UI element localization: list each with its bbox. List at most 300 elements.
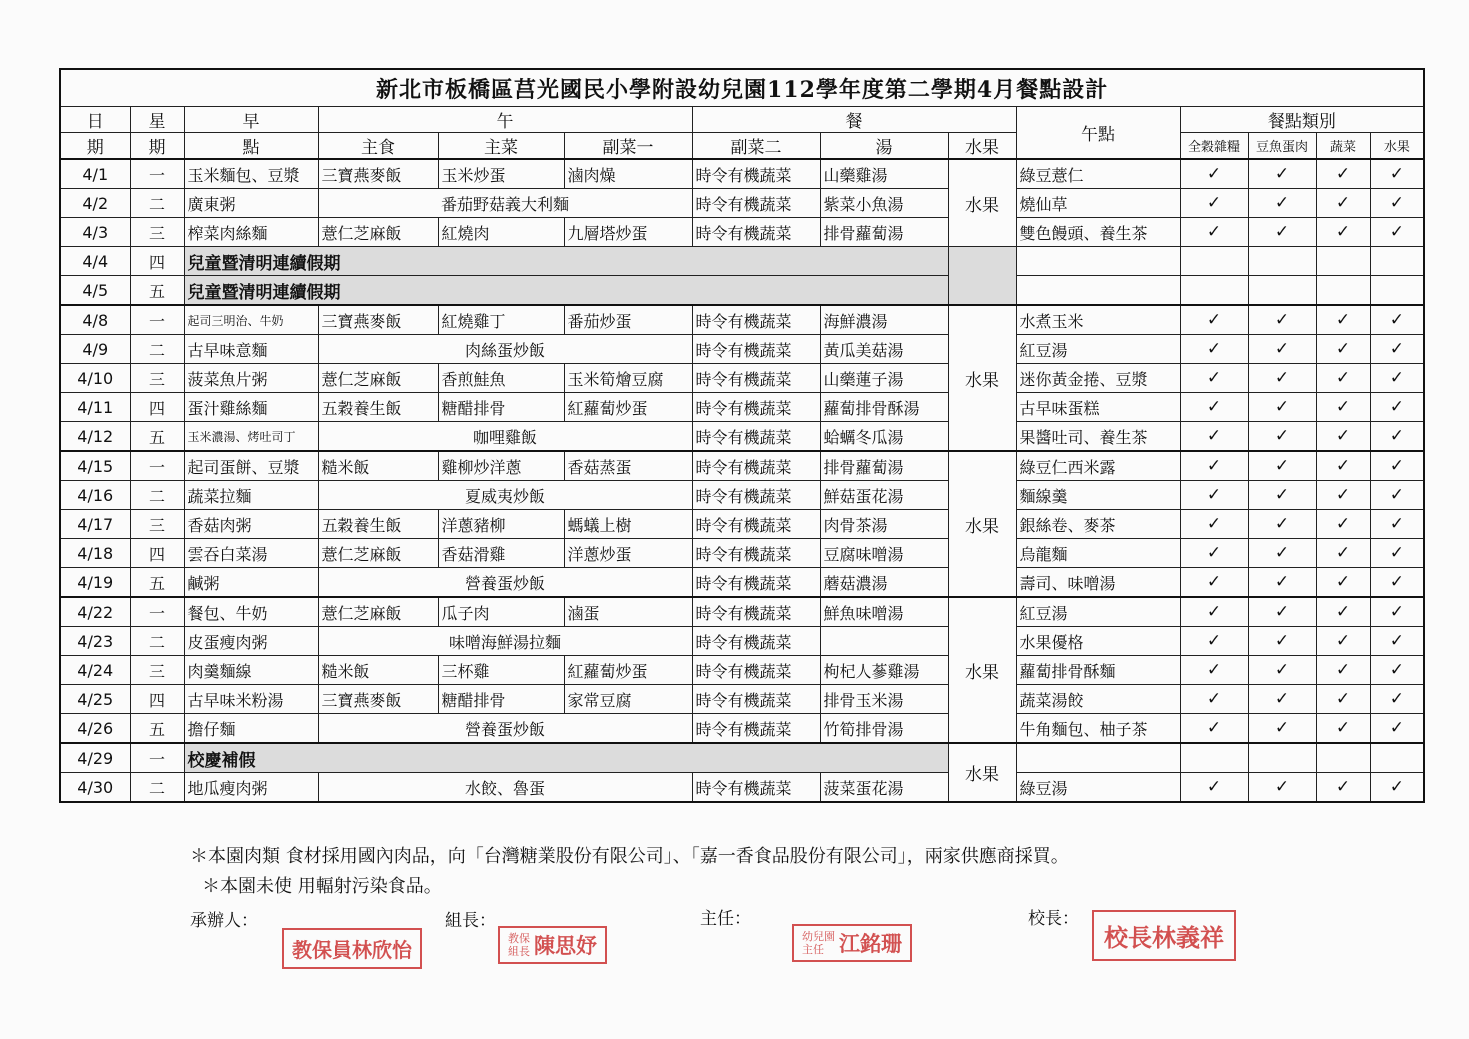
soup-cell: 蘿蔔排骨酥湯 (820, 393, 948, 422)
staple-cell: 三寶燕麥飯 (318, 685, 438, 714)
breakfast-cell: 地瓜瘦肉粥 (184, 773, 318, 803)
weekday-cell: 二 (130, 481, 184, 510)
category-check-icon: ✓ (1316, 305, 1370, 335)
weekday-cell: 二 (130, 773, 184, 803)
breakfast-cell: 起司三明治、牛奶 (184, 305, 318, 335)
lunch-merged-cell: 營養蛋炒飯 (318, 714, 692, 744)
director-stamp (792, 924, 912, 962)
snack-cell: 古早味蛋糕 (1016, 393, 1180, 422)
menu-table (59, 68, 1425, 803)
leader-stamp-title1: 教保 (508, 932, 530, 945)
breakfast-cell: 皮蛋瘦肉粥 (184, 627, 318, 656)
snack-cell: 牛角麵包、柚子茶 (1016, 714, 1180, 744)
category-cell-empty (1248, 247, 1316, 276)
category-check-icon: ✓ (1248, 481, 1316, 510)
date-cell: 4/10 (60, 364, 130, 393)
category-check-icon: ✓ (1248, 685, 1316, 714)
breakfast-cell: 起司蛋餅、豆漿 (184, 451, 318, 481)
weekday-cell: 四 (130, 685, 184, 714)
category-cell-empty (1370, 247, 1424, 276)
category-check-icon: ✓ (1180, 685, 1248, 714)
snack-cell: 綠豆薏仁 (1016, 159, 1180, 189)
soup-cell: 山藥蓮子湯 (820, 364, 948, 393)
header-fruit: 水果 (948, 133, 1016, 160)
weekday-cell: 二 (130, 335, 184, 364)
category-check-icon: ✓ (1180, 481, 1248, 510)
header-lunch-left: 午 (318, 107, 692, 133)
category-check-icon: ✓ (1370, 714, 1424, 744)
category-check-icon: ✓ (1370, 451, 1424, 481)
menu-row (60, 189, 1424, 218)
side1-cell: 洋蔥炒蛋 (564, 539, 692, 568)
main-dish-cell: 糖醋排骨 (438, 393, 564, 422)
category-check-icon: ✓ (1316, 422, 1370, 452)
snack-cell: 紅豆湯 (1016, 597, 1180, 627)
main-dish-cell: 洋蔥豬柳 (438, 510, 564, 539)
soup-cell: 排骨蘿蔔湯 (820, 451, 948, 481)
category-check-icon: ✓ (1248, 510, 1316, 539)
category-cell-empty (1370, 743, 1424, 773)
breakfast-cell: 玉米濃湯、烤吐司丁 (184, 422, 318, 452)
main-dish-cell: 糖醋排骨 (438, 685, 564, 714)
side2-cell: 時令有機蔬菜 (692, 656, 820, 685)
side2-cell: 時令有機蔬菜 (692, 510, 820, 539)
fruit-cell: 水果 (948, 305, 1016, 451)
snack-cell: 雙色饅頭、養生茶 (1016, 218, 1180, 247)
category-check-icon: ✓ (1180, 568, 1248, 598)
header-week-top: 星 (130, 107, 184, 133)
date-cell: 4/1 (60, 159, 130, 189)
category-check-icon: ✓ (1180, 305, 1248, 335)
category-check-icon: ✓ (1180, 335, 1248, 364)
category-check-icon: ✓ (1316, 656, 1370, 685)
weekday-cell: 四 (130, 539, 184, 568)
category-check-icon: ✓ (1248, 189, 1316, 218)
page-title: 新北市板橋區莒光國民小學附設幼兒園112學年度第二學期4月餐點設計 (60, 69, 1424, 107)
category-check-icon: ✓ (1370, 335, 1424, 364)
snack-cell: 蔬菜湯餃 (1016, 685, 1180, 714)
header-cat-fruit: 水果 (1370, 133, 1424, 160)
fruit-cell: 水果 (948, 597, 1016, 743)
category-check-icon: ✓ (1370, 597, 1424, 627)
date-cell: 4/18 (60, 539, 130, 568)
menu-row (60, 393, 1424, 422)
breakfast-cell: 菠菜魚片粥 (184, 364, 318, 393)
side2-cell: 時令有機蔬菜 (692, 568, 820, 598)
snack-cell: 迷你黃金捲、豆漿 (1016, 364, 1180, 393)
header-staple: 主食 (318, 133, 438, 160)
menu-row (60, 714, 1424, 744)
category-check-icon: ✓ (1316, 364, 1370, 393)
leader-stamp (498, 926, 607, 964)
category-check-icon: ✓ (1316, 539, 1370, 568)
category-check-icon: ✓ (1248, 627, 1316, 656)
side2-cell: 時令有機蔬菜 (692, 481, 820, 510)
header-side1: 副菜一 (564, 133, 692, 160)
menu-row (60, 743, 1424, 773)
snack-cell: 燒仙草 (1016, 189, 1180, 218)
lunch-merged-cell: 水餃、魯蛋 (318, 773, 692, 803)
note-radiation: ＊本園未使 用輻射污染食品。 (202, 876, 442, 897)
date-cell: 4/17 (60, 510, 130, 539)
side2-cell: 時令有機蔬菜 (692, 539, 820, 568)
side1-cell: 紅蘿蔔炒蛋 (564, 656, 692, 685)
header-week-bottom: 期 (130, 133, 184, 160)
category-cell-empty (1316, 743, 1370, 773)
category-check-icon: ✓ (1248, 656, 1316, 685)
header-main-dish: 主菜 (438, 133, 564, 160)
date-cell: 4/9 (60, 335, 130, 364)
main-dish-cell: 紅燒雞丁 (438, 305, 564, 335)
leader-stamp-name: 陳思妤 (534, 933, 597, 958)
date-cell: 4/16 (60, 481, 130, 510)
handler-stamp: 教保員林欣怡 (282, 928, 422, 969)
director-label: 主任： (700, 909, 751, 929)
holiday-cell: 兒童暨清明連續假期 (184, 247, 948, 276)
side1-cell: 紅蘿蔔炒蛋 (564, 393, 692, 422)
snack-cell: 綠豆湯 (1016, 773, 1180, 803)
side1-cell: 螞蟻上樹 (564, 510, 692, 539)
side2-cell: 時令有機蔬菜 (692, 305, 820, 335)
weekday-cell: 一 (130, 451, 184, 481)
category-check-icon: ✓ (1248, 539, 1316, 568)
category-check-icon: ✓ (1248, 773, 1316, 803)
menu-row (60, 481, 1424, 510)
weekday-cell: 三 (130, 218, 184, 247)
soup-cell: 鮮魚味噌湯 (820, 597, 948, 627)
side2-cell: 時令有機蔬菜 (692, 685, 820, 714)
lunch-merged-cell: 番茄野菇義大利麵 (318, 189, 692, 218)
weekday-cell: 五 (130, 422, 184, 452)
director-stamp-title2: 主任 (802, 943, 824, 956)
side1-cell: 香菇蒸蛋 (564, 451, 692, 481)
category-cell-empty (1180, 247, 1248, 276)
staple-cell: 薏仁芝麻飯 (318, 539, 438, 568)
principal-label: 校長： (1028, 909, 1079, 929)
category-check-icon: ✓ (1370, 539, 1424, 568)
principal-stamp: 校長林義祥 (1092, 910, 1236, 961)
breakfast-cell: 廣東粥 (184, 189, 318, 218)
category-check-icon: ✓ (1180, 656, 1248, 685)
header-breakfast-top: 早 (184, 107, 318, 133)
date-cell: 4/22 (60, 597, 130, 627)
weekday-cell: 三 (130, 364, 184, 393)
main-dish-cell: 瓜子肉 (438, 597, 564, 627)
main-dish-cell: 紅燒肉 (438, 218, 564, 247)
side2-cell: 時令有機蔬菜 (692, 627, 820, 656)
weekday-cell: 二 (130, 627, 184, 656)
breakfast-cell: 肉羹麵線 (184, 656, 318, 685)
soup-cell: 排骨蘿蔔湯 (820, 218, 948, 247)
staple-cell: 三寶燕麥飯 (318, 159, 438, 189)
category-check-icon: ✓ (1180, 451, 1248, 481)
category-check-icon: ✓ (1370, 422, 1424, 452)
notes (190, 842, 1069, 902)
weekday-cell: 三 (130, 510, 184, 539)
category-check-icon: ✓ (1248, 364, 1316, 393)
soup-cell: 菠菜蛋花湯 (820, 773, 948, 803)
date-cell: 4/5 (60, 276, 130, 306)
menu-row (60, 422, 1424, 452)
category-cell-empty (1180, 276, 1248, 306)
side1-cell: 滷肉燥 (564, 159, 692, 189)
weekday-cell: 一 (130, 159, 184, 189)
snack-cell-empty (1016, 276, 1180, 306)
side1-cell: 滷蛋 (564, 597, 692, 627)
snack-cell: 蘿蔔排骨酥麵 (1016, 656, 1180, 685)
date-cell: 4/26 (60, 714, 130, 744)
category-check-icon: ✓ (1370, 159, 1424, 189)
staple-cell: 薏仁芝麻飯 (318, 597, 438, 627)
fruit-cell: 水果 (948, 451, 1016, 597)
category-cell-empty (1370, 276, 1424, 306)
snack-cell: 銀絲卷、麥茶 (1016, 510, 1180, 539)
menu-row (60, 685, 1424, 714)
weekday-cell: 三 (130, 656, 184, 685)
category-check-icon: ✓ (1370, 627, 1424, 656)
date-cell: 4/12 (60, 422, 130, 452)
category-check-icon: ✓ (1316, 627, 1370, 656)
soup-cell: 竹筍排骨湯 (820, 714, 948, 744)
category-cell-empty (1316, 247, 1370, 276)
lunch-merged-cell: 味噌海鮮湯拉麵 (318, 627, 692, 656)
main-dish-cell: 雞柳炒洋蔥 (438, 451, 564, 481)
side2-cell: 時令有機蔬菜 (692, 714, 820, 744)
date-cell: 4/3 (60, 218, 130, 247)
category-check-icon: ✓ (1180, 597, 1248, 627)
breakfast-cell: 雲吞白菜湯 (184, 539, 318, 568)
leader-stamp-title2: 組長 (508, 945, 530, 958)
weekday-cell: 五 (130, 568, 184, 598)
main-dish-cell: 玉米炒蛋 (438, 159, 564, 189)
note-meat-source: ＊本園肉類 食材採用國內肉品，向「台灣糖業股份有限公司」、「嘉一香食品股份有限公司」，兩家供應商採買。 (190, 846, 1069, 867)
breakfast-cell: 餐包、牛奶 (184, 597, 318, 627)
main-dish-cell: 三杯雞 (438, 656, 564, 685)
side2-cell: 時令有機蔬菜 (692, 773, 820, 803)
holiday-cell: 兒童暨清明連續假期 (184, 276, 948, 306)
header-date-bottom: 期 (60, 133, 130, 160)
category-check-icon: ✓ (1316, 189, 1370, 218)
snack-cell: 水煮玉米 (1016, 305, 1180, 335)
breakfast-cell: 蔬菜拉麵 (184, 481, 318, 510)
handler-label: 承辦人： (190, 911, 258, 931)
snack-cell: 水果優格 (1016, 627, 1180, 656)
director-stamp-name: 江銘珊 (839, 931, 902, 956)
lunch-merged-cell: 肉絲蛋炒飯 (318, 335, 692, 364)
date-cell: 4/23 (60, 627, 130, 656)
side2-cell: 時令有機蔬菜 (692, 451, 820, 481)
category-check-icon: ✓ (1370, 218, 1424, 247)
side1-cell: 家常豆腐 (564, 685, 692, 714)
signature-area (0, 900, 1469, 1020)
header-category: 餐點類別 (1180, 107, 1424, 133)
date-cell: 4/4 (60, 247, 130, 276)
category-check-icon: ✓ (1180, 218, 1248, 247)
menu-row (60, 568, 1424, 598)
snack-cell-empty (1016, 743, 1180, 773)
soup-cell: 山藥雞湯 (820, 159, 948, 189)
category-check-icon: ✓ (1180, 422, 1248, 452)
category-check-icon: ✓ (1248, 451, 1316, 481)
menu-row (60, 597, 1424, 627)
menu-row (60, 627, 1424, 656)
category-check-icon: ✓ (1248, 159, 1316, 189)
category-check-icon: ✓ (1180, 159, 1248, 189)
side2-cell: 時令有機蔬菜 (692, 159, 820, 189)
breakfast-cell: 鹹粥 (184, 568, 318, 598)
category-check-icon: ✓ (1248, 335, 1316, 364)
staple-cell: 糙米飯 (318, 656, 438, 685)
category-check-icon: ✓ (1180, 364, 1248, 393)
soup-cell: 黃瓜美菇湯 (820, 335, 948, 364)
staple-cell: 糙米飯 (318, 451, 438, 481)
side2-cell: 時令有機蔬菜 (692, 422, 820, 452)
staple-cell: 薏仁芝麻飯 (318, 218, 438, 247)
date-cell: 4/29 (60, 743, 130, 773)
side2-cell: 時令有機蔬菜 (692, 218, 820, 247)
soup-cell: 肉骨茶湯 (820, 510, 948, 539)
header-cat-vegetable: 蔬菜 (1316, 133, 1370, 160)
weekday-cell: 二 (130, 189, 184, 218)
soup-cell: 枸杞人蔘雞湯 (820, 656, 948, 685)
category-check-icon: ✓ (1180, 714, 1248, 744)
breakfast-cell: 古早味米粉湯 (184, 685, 318, 714)
category-check-icon: ✓ (1370, 364, 1424, 393)
staple-cell: 薏仁芝麻飯 (318, 364, 438, 393)
soup-cell: 海鮮濃湯 (820, 305, 948, 335)
director-stamp-title1: 幼兒園 (802, 930, 835, 943)
menu-row (60, 276, 1424, 306)
category-check-icon: ✓ (1370, 393, 1424, 422)
category-check-icon: ✓ (1180, 627, 1248, 656)
date-cell: 4/15 (60, 451, 130, 481)
category-check-icon: ✓ (1370, 656, 1424, 685)
weekday-cell: 五 (130, 276, 184, 306)
menu-row (60, 247, 1424, 276)
menu-row (60, 510, 1424, 539)
category-cell-empty (1248, 743, 1316, 773)
side2-cell: 時令有機蔬菜 (692, 597, 820, 627)
category-check-icon: ✓ (1316, 714, 1370, 744)
snack-cell: 烏龍麵 (1016, 539, 1180, 568)
date-cell: 4/24 (60, 656, 130, 685)
side1-cell: 番茄炒蛋 (564, 305, 692, 335)
category-check-icon: ✓ (1180, 510, 1248, 539)
weekday-cell: 一 (130, 305, 184, 335)
category-check-icon: ✓ (1370, 481, 1424, 510)
category-check-icon: ✓ (1248, 597, 1316, 627)
menu-row (60, 218, 1424, 247)
main-dish-cell: 香煎鮭魚 (438, 364, 564, 393)
header-cat-grains: 全穀雜糧 (1180, 133, 1248, 160)
category-check-icon: ✓ (1316, 597, 1370, 627)
breakfast-cell: 香菇肉粥 (184, 510, 318, 539)
snack-cell-empty (1016, 247, 1180, 276)
category-check-icon: ✓ (1316, 481, 1370, 510)
header-snack: 午點 (1016, 107, 1180, 160)
header-side2: 副菜二 (692, 133, 820, 160)
category-cell-empty (1316, 276, 1370, 306)
category-check-icon: ✓ (1316, 393, 1370, 422)
category-check-icon: ✓ (1248, 568, 1316, 598)
leader-label: 組長： (445, 911, 496, 931)
snack-cell: 麵線羹 (1016, 481, 1180, 510)
header-lunch-right: 餐 (692, 107, 1016, 133)
category-check-icon: ✓ (1370, 568, 1424, 598)
category-check-icon: ✓ (1370, 305, 1424, 335)
lunch-merged-cell: 營養蛋炒飯 (318, 568, 692, 598)
soup-cell (820, 627, 948, 656)
side2-cell: 時令有機蔬菜 (692, 335, 820, 364)
lunch-merged-cell: 咖哩雞飯 (318, 422, 692, 452)
staple-cell: 五穀養生飯 (318, 510, 438, 539)
category-check-icon: ✓ (1316, 218, 1370, 247)
weekday-cell: 四 (130, 393, 184, 422)
weekday-cell: 一 (130, 597, 184, 627)
menu-row (60, 335, 1424, 364)
lunch-merged-cell: 夏威夷炒飯 (318, 481, 692, 510)
snack-cell: 壽司、味噌湯 (1016, 568, 1180, 598)
category-check-icon: ✓ (1370, 510, 1424, 539)
header-date-top: 日 (60, 107, 130, 133)
snack-cell: 果醬吐司、養生茶 (1016, 422, 1180, 452)
staple-cell: 五穀養生飯 (318, 393, 438, 422)
menu-row (60, 773, 1424, 803)
date-cell: 4/30 (60, 773, 130, 803)
category-check-icon: ✓ (1248, 422, 1316, 452)
category-cell-empty (1248, 276, 1316, 306)
soup-cell: 紫菜小魚湯 (820, 189, 948, 218)
menu-sheet (59, 68, 1423, 803)
side2-cell: 時令有機蔬菜 (692, 364, 820, 393)
holiday-cell: 校慶補假 (184, 743, 948, 773)
category-check-icon: ✓ (1316, 159, 1370, 189)
category-check-icon: ✓ (1248, 714, 1316, 744)
side2-cell: 時令有機蔬菜 (692, 393, 820, 422)
side2-cell: 時令有機蔬菜 (692, 189, 820, 218)
category-check-icon: ✓ (1370, 189, 1424, 218)
breakfast-cell: 玉米麵包、豆漿 (184, 159, 318, 189)
header-soup: 湯 (820, 133, 948, 160)
side1-cell: 玉米筍燴豆腐 (564, 364, 692, 393)
menu-row (60, 364, 1424, 393)
date-cell: 4/11 (60, 393, 130, 422)
fruit-cell: 水果 (948, 159, 1016, 247)
soup-cell: 排骨玉米湯 (820, 685, 948, 714)
header-breakfast-bottom: 點 (184, 133, 318, 160)
category-check-icon: ✓ (1316, 451, 1370, 481)
snack-cell: 紅豆湯 (1016, 335, 1180, 364)
menu-row (60, 159, 1424, 189)
menu-row (60, 451, 1424, 481)
breakfast-cell: 蛋汁雞絲麵 (184, 393, 318, 422)
menu-row (60, 656, 1424, 685)
soup-cell: 蘑菇濃湯 (820, 568, 948, 598)
date-cell: 4/8 (60, 305, 130, 335)
weekday-cell: 一 (130, 743, 184, 773)
category-check-icon: ✓ (1180, 393, 1248, 422)
breakfast-cell: 擔仔麵 (184, 714, 318, 744)
soup-cell: 豆腐味噌湯 (820, 539, 948, 568)
category-check-icon: ✓ (1316, 510, 1370, 539)
category-check-icon: ✓ (1370, 685, 1424, 714)
category-check-icon: ✓ (1180, 773, 1248, 803)
breakfast-cell: 古早味意麵 (184, 335, 318, 364)
category-check-icon: ✓ (1248, 218, 1316, 247)
staple-cell: 三寶燕麥飯 (318, 305, 438, 335)
side1-cell: 九層塔炒蛋 (564, 218, 692, 247)
soup-cell: 鮮菇蛋花湯 (820, 481, 948, 510)
